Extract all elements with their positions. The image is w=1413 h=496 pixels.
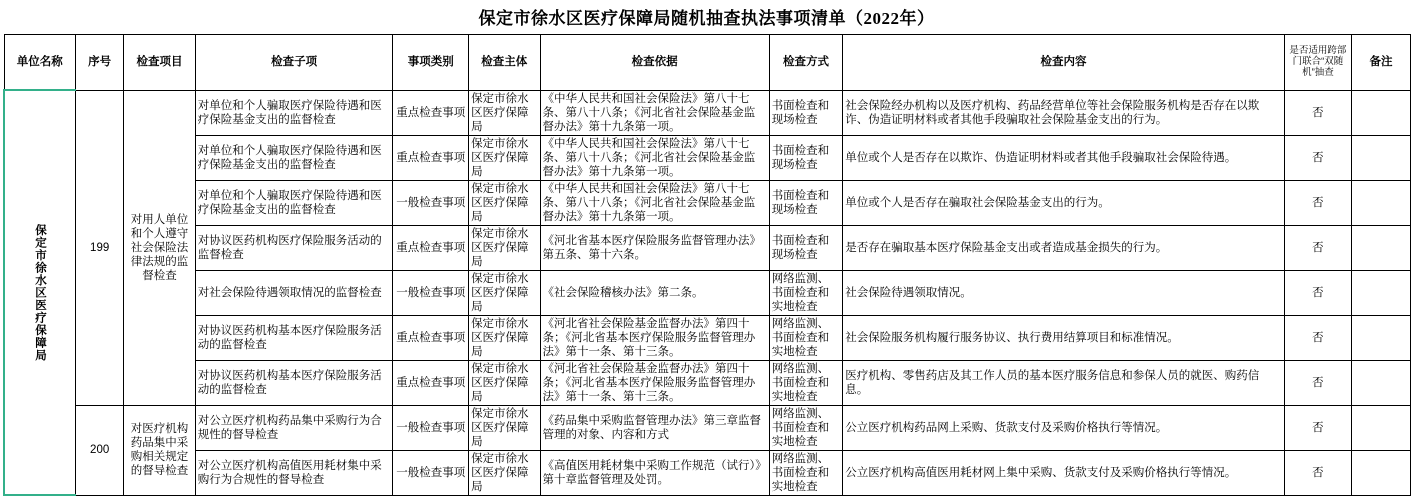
category-cell: 重点检查事项 bbox=[393, 360, 469, 405]
dual-random-cell: 否 bbox=[1284, 360, 1351, 405]
column-header-subitem: 检查子项 bbox=[195, 35, 393, 91]
table-body bbox=[4, 90, 1411, 495]
table-row bbox=[4, 315, 1411, 360]
column-header-project: 检查项目 bbox=[124, 35, 195, 91]
dual-random-cell: 否 bbox=[1284, 450, 1351, 495]
content-cell: 是否存在骗取基本医疗保险基金支出或者造成基金损失的行为。 bbox=[843, 225, 1285, 270]
method-cell: 网络监测、书面检查和实地检查 bbox=[769, 360, 843, 405]
remark-cell bbox=[1352, 225, 1411, 270]
unit-name-cell bbox=[4, 90, 75, 495]
basis-cell: 《中华人民共和国社会保险法》第八十七条、第八十八条；《河北省社会保险基金监督办法》第十九条第一项。 bbox=[540, 180, 769, 225]
basis-cell: 《中华人民共和国社会保险法》第八十七条、第八十八条；《河北省社会保险基金监督办法》第十九条第一项。 bbox=[540, 135, 769, 180]
category-cell: 重点检查事项 bbox=[393, 315, 469, 360]
remark-cell bbox=[1352, 135, 1411, 180]
subject-cell: 保定市徐水区医疗保障局 bbox=[469, 360, 540, 405]
category-cell: 重点检查事项 bbox=[393, 225, 469, 270]
category-cell: 一般检查事项 bbox=[393, 405, 469, 450]
method-cell: 书面检查和现场检查 bbox=[769, 90, 843, 135]
subitem-cell: 对单位和个人骗取医疗保险待遇和医疗保险基金支出的监督检查 bbox=[195, 135, 393, 180]
method-cell: 书面检查和现场检查 bbox=[769, 225, 843, 270]
content-cell: 社会保险服务机构履行服务协议、执行费用结算项目和标准情况。 bbox=[843, 315, 1285, 360]
remark-cell bbox=[1352, 180, 1411, 225]
inspection-items-table bbox=[3, 34, 1411, 496]
subitem-cell: 对公立医疗机构药品集中采购行为合规性的督导检查 bbox=[195, 405, 393, 450]
table-row bbox=[4, 135, 1411, 180]
content-cell: 单位或个人是否存在以欺诈、伪造证明材料或者其他手段骗取社会保险待遇。 bbox=[843, 135, 1285, 180]
remark-cell bbox=[1352, 315, 1411, 360]
content-cell: 单位或个人是否存在骗取社会保险基金支出的行为。 bbox=[843, 180, 1285, 225]
subitem-cell: 对社会保险待遇领取情况的监督检查 bbox=[195, 270, 393, 315]
subject-cell: 保定市徐水区医疗保障局 bbox=[469, 135, 540, 180]
remark-cell bbox=[1352, 405, 1411, 450]
remark-cell bbox=[1352, 360, 1411, 405]
column-header-unit-name: 单位名称 bbox=[4, 35, 75, 91]
column-header-method: 检查方式 bbox=[769, 35, 843, 91]
subitem-cell: 对公立医疗机构高值医用耗材集中采购行为合规性的督导检查 bbox=[195, 450, 393, 495]
subject-cell: 保定市徐水区医疗保障局 bbox=[469, 180, 540, 225]
column-header-seq: 序号 bbox=[75, 35, 123, 91]
table-row bbox=[4, 405, 1411, 450]
column-header-dual-random: 是否适用跨部门联合“双随机”抽查 bbox=[1284, 35, 1351, 91]
table-header-row bbox=[4, 35, 1411, 91]
dual-random-cell: 否 bbox=[1284, 315, 1351, 360]
subitem-cell: 对协议医药机构基本医疗保险服务活动的监督检查 bbox=[195, 360, 393, 405]
method-cell: 网络监测、书面检查和实地检查 bbox=[769, 450, 843, 495]
basis-cell: 《河北省社会保险基金监督办法》第四十条；《河北省基本医疗保险服务监督管理办法》第十一条、第十三条。 bbox=[540, 315, 769, 360]
subject-cell: 保定市徐水区医疗保障局 bbox=[469, 270, 540, 315]
category-cell: 重点检查事项 bbox=[393, 90, 469, 135]
seq-cell: 199 bbox=[75, 90, 123, 405]
subitem-cell: 对单位和个人骗取医疗保险待遇和医疗保险基金支出的监督检查 bbox=[195, 90, 393, 135]
subject-cell: 保定市徐水区医疗保障局 bbox=[469, 405, 540, 450]
content-cell: 社会保险待遇领取情况。 bbox=[843, 270, 1285, 315]
subject-cell: 保定市徐水区医疗保障局 bbox=[469, 90, 540, 135]
subitem-cell: 对协议医药机构医疗保险服务活动的监督检查 bbox=[195, 225, 393, 270]
content-cell: 医疗机构、零售药店及其工作人员的基本医疗服务信息和参保人员的就医、购药信息。 bbox=[843, 360, 1285, 405]
column-header-basis: 检查依据 bbox=[540, 35, 769, 91]
basis-cell: 《中华人民共和国社会保险法》第八十七条、第八十八条；《河北省社会保险基金监督办法》第十九条第一项。 bbox=[540, 90, 769, 135]
dual-random-cell: 否 bbox=[1284, 270, 1351, 315]
dual-random-cell: 否 bbox=[1284, 405, 1351, 450]
seq-cell: 200 bbox=[75, 405, 123, 495]
dual-random-cell: 否 bbox=[1284, 225, 1351, 270]
method-cell: 网络监测、书面检查和实地检查 bbox=[769, 270, 843, 315]
basis-cell: 《社会保险稽核办法》第二条。 bbox=[540, 270, 769, 315]
category-cell: 一般检查事项 bbox=[393, 450, 469, 495]
content-cell: 公立医疗机构药品网上采购、货款支付及采购价格执行等情况。 bbox=[843, 405, 1285, 450]
table-row bbox=[4, 180, 1411, 225]
dual-random-cell: 否 bbox=[1284, 180, 1351, 225]
basis-cell: 《高值医用耗材集中采购工作规范（试行）》第十章监督管理及处罚。 bbox=[540, 450, 769, 495]
method-cell: 书面检查和现场检查 bbox=[769, 135, 843, 180]
remark-cell bbox=[1352, 270, 1411, 315]
column-header-remark: 备注 bbox=[1352, 35, 1411, 91]
content-cell: 社会保险经办机构以及医疗机构、药品经营单位等社会保险服务机构是否存在以欺诈、伪造证明材料或者其他手段骗取社会保险基金支出的行为。 bbox=[843, 90, 1285, 135]
subject-cell: 保定市徐水区医疗保障局 bbox=[469, 450, 540, 495]
subitem-cell: 对单位和个人骗取医疗保险待遇和医疗保险基金支出的监督检查 bbox=[195, 180, 393, 225]
page-title: 保定市徐水区医疗保障局随机抽查执法事项清单（2022年） bbox=[478, 9, 935, 28]
project-cell: 对用人单位和个人遵守社会保险法律法规的监督检查 bbox=[124, 90, 195, 405]
category-cell: 重点检查事项 bbox=[393, 135, 469, 180]
table-row bbox=[4, 450, 1411, 495]
subject-cell: 保定市徐水区医疗保障局 bbox=[469, 315, 540, 360]
method-cell: 书面检查和现场检查 bbox=[769, 180, 843, 225]
category-cell: 一般检查事项 bbox=[393, 270, 469, 315]
basis-cell: 《河北省基本医疗保险服务监督管理办法》第五条、第十六条。 bbox=[540, 225, 769, 270]
column-header-category: 事项类别 bbox=[393, 35, 469, 91]
table-row bbox=[4, 90, 1411, 135]
column-header-content: 检查内容 bbox=[843, 35, 1285, 91]
method-cell: 网络监测、书面检查和实地检查 bbox=[769, 315, 843, 360]
table-row bbox=[4, 225, 1411, 270]
category-cell: 一般检查事项 bbox=[393, 180, 469, 225]
table-row bbox=[4, 360, 1411, 405]
remark-cell bbox=[1352, 90, 1411, 135]
column-header-subject: 检查主体 bbox=[469, 35, 540, 91]
unit-name-text: 保定市徐水区医疗保障局 bbox=[34, 223, 46, 362]
basis-cell: 《药品集中采购监督管理办法》第三章监督管理的对象、内容和方式 bbox=[540, 405, 769, 450]
table-row bbox=[4, 270, 1411, 315]
subject-cell: 保定市徐水区医疗保障局 bbox=[469, 225, 540, 270]
subitem-cell: 对协议医药机构基本医疗保险服务活动的监督检查 bbox=[195, 315, 393, 360]
dual-random-cell: 否 bbox=[1284, 90, 1351, 135]
remark-cell bbox=[1352, 450, 1411, 495]
basis-cell: 《河北省社会保险基金监督办法》第四十条；《河北省基本医疗保险服务监督管理办法》第十一条、第十三条。 bbox=[540, 360, 769, 405]
project-cell: 对医疗机构药品集中采购相关规定的督导检查 bbox=[124, 405, 195, 495]
dual-random-cell: 否 bbox=[1284, 135, 1351, 180]
content-cell: 公立医疗机构高值医用耗材网上集中采购、货款支付及采购价格执行等情况。 bbox=[843, 450, 1285, 495]
method-cell: 网络监测、书面检查和实地检查 bbox=[769, 405, 843, 450]
